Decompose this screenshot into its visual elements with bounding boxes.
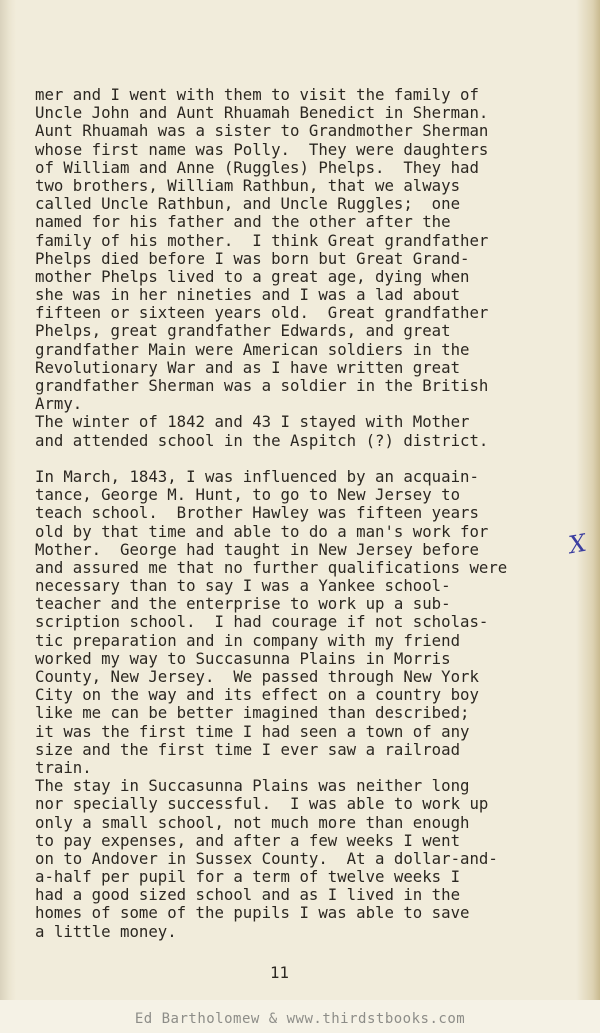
text-line: fifteen or sixteen years old. Great grandfather <box>35 303 489 323</box>
body-text <box>35 86 595 941</box>
text-line: it was the first time I had seen a town of any <box>35 721 470 741</box>
text-line: The winter of 1842 and 43 I stayed with Mother <box>35 412 470 432</box>
text-line <box>35 450 595 468</box>
text-line: train. <box>35 757 92 777</box>
text-line: homes of some of the pupils I was able to save <box>35 903 470 923</box>
text-line: a little money. <box>35 921 177 941</box>
text-line: Aunt Rhuamah was a sister to Grandmother Sherman <box>35 121 489 141</box>
text-line: Revolutionary War and as I have written great <box>35 357 461 377</box>
text-line: tic preparation and in company with my friend <box>35 630 461 650</box>
text-line: family of his mother. I think Great grandfather <box>35 230 489 250</box>
page-number: 11 <box>270 963 289 982</box>
text-line: In March, 1843, I was influenced by an acquain- <box>35 466 479 486</box>
text-line: mother Phelps lived to a great age, dying when <box>35 266 470 286</box>
text-line: she was in her nineties and I was a lad about <box>35 285 461 305</box>
margin-annotation-mark: X <box>566 528 589 560</box>
text-line: Phelps, great grandfather Edwards, and great <box>35 321 451 341</box>
text-line: of William and Anne (Ruggles) Phelps. They had <box>35 157 479 177</box>
text-line: Mother. George had taught in New Jersey before <box>35 539 479 559</box>
text-line: named for his father and the other after the <box>35 212 451 232</box>
text-line: and assured me that no further qualifications were <box>35 557 508 577</box>
text-line: whose first name was Polly. They were daughters <box>35 139 489 159</box>
text-line: old by that time and able to do a man's work for <box>35 521 489 541</box>
text-line: size and the first time I ever saw a railroad <box>35 739 461 759</box>
text-line: like me can be better imagined than described; <box>35 703 470 723</box>
text-line: Army. <box>35 394 83 414</box>
text-line: and attended school in the Aspitch (?) district. <box>35 430 489 450</box>
text-line: grandfather Main were American soldiers in the <box>35 339 470 359</box>
text-line: teacher and the enterprise to work up a sub- <box>35 594 451 614</box>
watermark-credit: Ed Bartholomew & www.thirdstbooks.com <box>134 1011 466 1027</box>
text-line: tance, George M. Hunt, to go to New Jersey to <box>35 485 461 505</box>
text-line: worked my way to Succasunna Plains in Morris <box>35 648 451 668</box>
text-line: Uncle John and Aunt Rhuamah Benedict in Sherman. <box>35 103 489 123</box>
text-line: grandfather Sherman was a soldier in the British <box>35 376 489 395</box>
text-line: mer and I went with them to visit the family of <box>35 85 479 104</box>
text-line: called Uncle Rathbun, and Uncle Ruggles; one <box>35 194 461 214</box>
text-line: scription school. I had courage if not scholas- <box>35 612 489 632</box>
text-line: The stay in Succasunna Plains was neither long <box>35 776 470 796</box>
text-line: Phelps died before I was born but Great Grand- <box>35 248 470 268</box>
text-line: only a small school, not much more than enough <box>35 812 470 832</box>
text-line: necessary than to say I was a Yankee school- <box>35 576 451 596</box>
text-line: two brothers, William Rathbun, that we always <box>35 175 461 195</box>
page-binding <box>0 0 16 1033</box>
text-line: teach school. Brother Hawley was fifteen years <box>35 503 479 523</box>
text-line: County, New Jersey. We passed through New York <box>35 667 479 686</box>
text-line: nor specially successful. I was able to work up <box>35 794 489 814</box>
text-line: City on the way and its effect on a country boy <box>35 685 479 705</box>
text-line: on to Andover in Sussex County. At a dollar-and- <box>35 848 498 868</box>
text-line: a-half per pupil for a term of twelve weeks I <box>35 867 461 887</box>
text-line: to pay expenses, and after a few weeks I went <box>35 830 461 850</box>
text-line: had a good sized school and as I lived in the <box>35 885 461 905</box>
